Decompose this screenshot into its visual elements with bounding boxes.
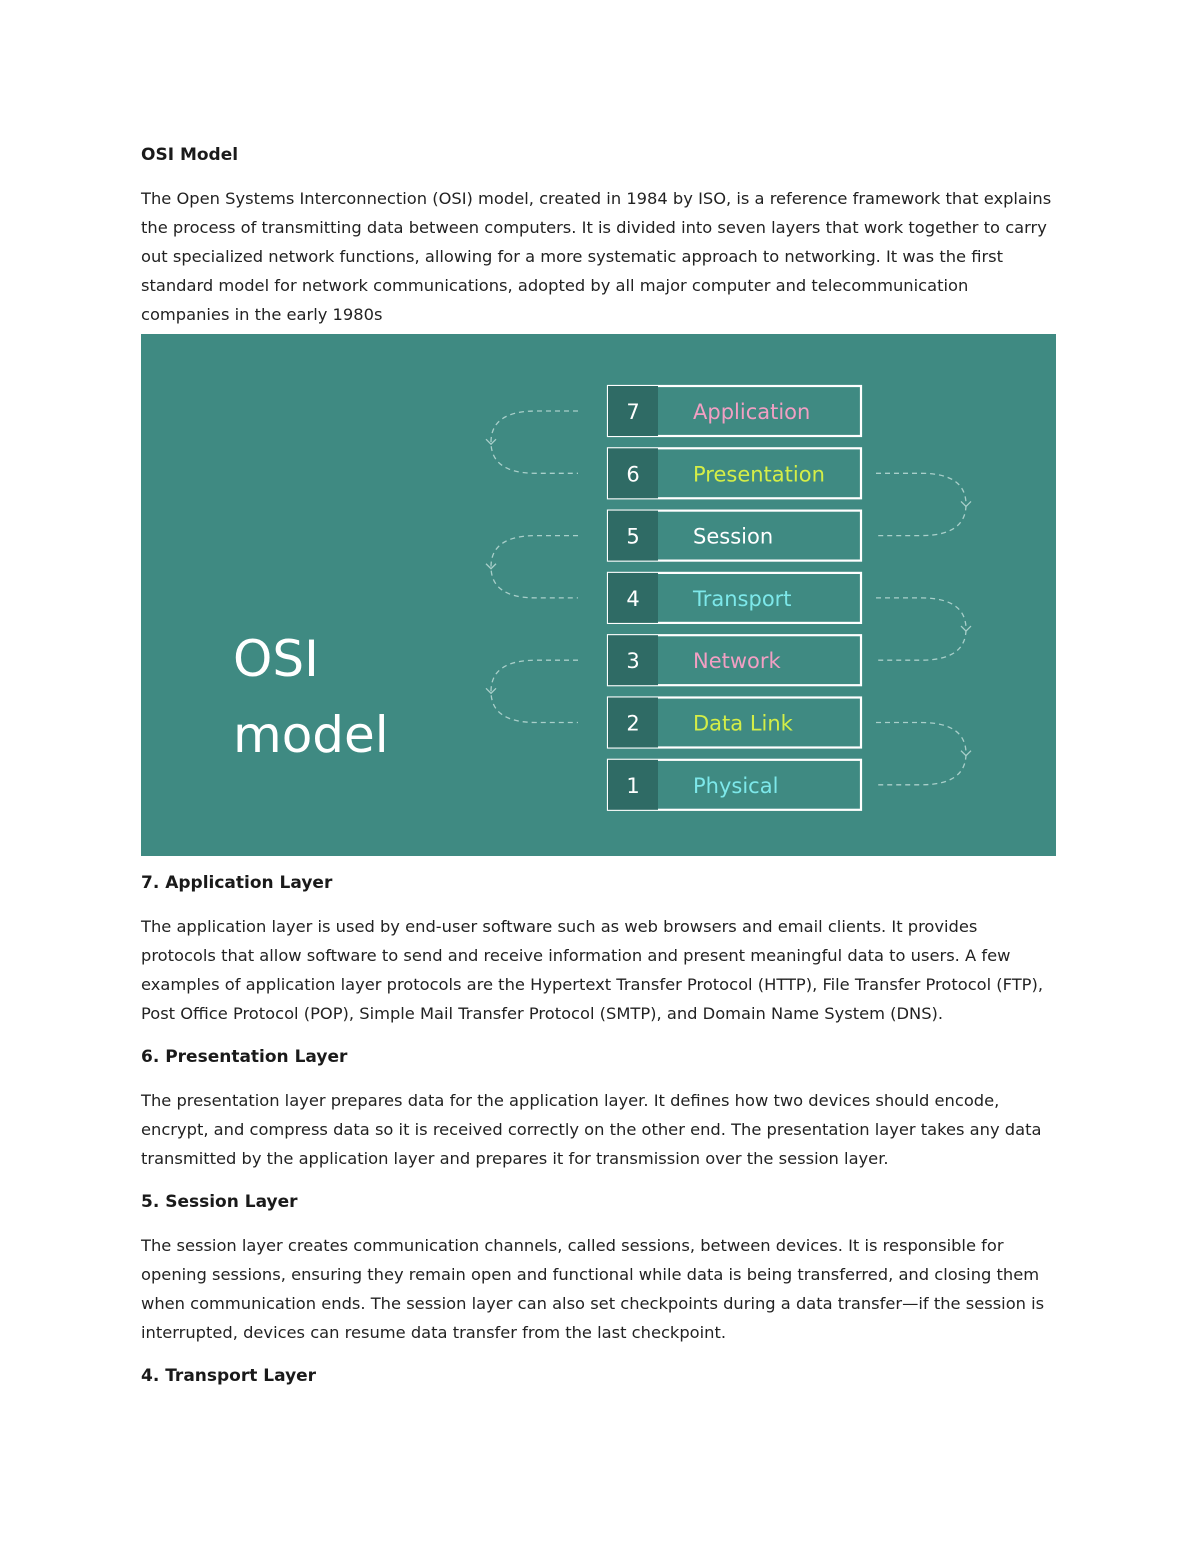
figure-title-line2: model: [233, 706, 389, 764]
layer-row-5: [608, 511, 861, 561]
layer-name: Session: [693, 524, 774, 549]
layer-row-7: [608, 386, 861, 436]
section-heading-transport: 4. Transport Layer: [141, 1366, 317, 1386]
document-body: [141, 140, 1056, 1391]
layer-number: 7: [626, 400, 640, 424]
layer-name: Transport: [693, 586, 792, 611]
layer-number: 1: [626, 773, 640, 798]
section-heading-presentation: 6. Presentation Layer: [141, 1047, 348, 1067]
arrow-head-icon: [961, 501, 971, 506]
layer-row-3: [608, 635, 861, 685]
layer-row-1: [608, 760, 861, 810]
section-heading-application: 7. Application Layer: [141, 873, 333, 893]
osi-diagram: [141, 334, 1056, 856]
layer-row-2: [608, 698, 861, 748]
layer-number: 5: [626, 524, 640, 549]
section-heading-session: 5. Session Layer: [141, 1192, 298, 1212]
section-body-session: The session layer creates communication channels, called sessions, between devices. It is responsible for opening sessions, ensuring they remain open and functional while data is being transferred, and closing them when communication ends. The session layer can also set checkpoints during a data transfer—if the session is interrupted, devices can resume data transfer from the last checkpoint.: [141, 1236, 1045, 1342]
flow-arrow-path: [876, 598, 966, 660]
flow-arrow-path: [876, 473, 966, 535]
arrow-head-icon: [961, 626, 971, 631]
layer-row-6: [608, 448, 861, 498]
layer-stack: [608, 386, 861, 810]
document-title: OSI Model: [141, 145, 239, 165]
arrow-head-icon: [961, 751, 971, 756]
figure-title-line1: OSI: [233, 630, 319, 688]
osi-model-figure: [141, 334, 1056, 856]
layer-name: Physical: [693, 773, 779, 798]
flow-arrow-path: [876, 723, 966, 785]
layer-name: Data Link: [693, 711, 793, 736]
layer-name: Network: [693, 649, 781, 674]
layer-name: Application: [693, 400, 811, 424]
flow-arrow-path: [491, 536, 578, 598]
layer-number: 6: [626, 462, 640, 487]
flow-arrow-path: [491, 660, 578, 722]
layer-name: Presentation: [693, 462, 825, 487]
intro-paragraph: The Open Systems Interconnection (OSI) model, created in 1984 by ISO, is a reference framework that explains the process of transmitting data between computers. It is divided into seven layers that work together to carry out specialized network functions, allowing for a more systematic approach to networking. It was the first standard model for network communications, adopted by all major computer and telecommunication companies in the early 1980s: [141, 189, 1052, 324]
layer-number: 2: [626, 711, 640, 736]
flow-arrow-path: [491, 411, 578, 473]
layer-number: 3: [626, 649, 640, 674]
section-body-application: The application layer is used by end-user software such as web browsers and email clients. It provides protocols that allow software to send and receive information and present meaningful data to users. A few examples of application layer protocols are the Hypertext Transfer Protocol (HTTP), File Transfer Protocol (FTP), Post Office Protocol (POP), Simple Mail Transfer Protocol (SMTP), and Domain Name System (DNS).: [141, 917, 1044, 1023]
layer-number: 4: [626, 586, 640, 611]
section-body-presentation: The presentation layer prepares data for the application layer. It defines how two devices should encode, encrypt, and compress data so it is received correctly on the other end. The presentation layer takes any data transmitted by the application layer and prepares it for transmission over the session layer.: [141, 1091, 1042, 1168]
layer-row-4: [608, 573, 861, 623]
